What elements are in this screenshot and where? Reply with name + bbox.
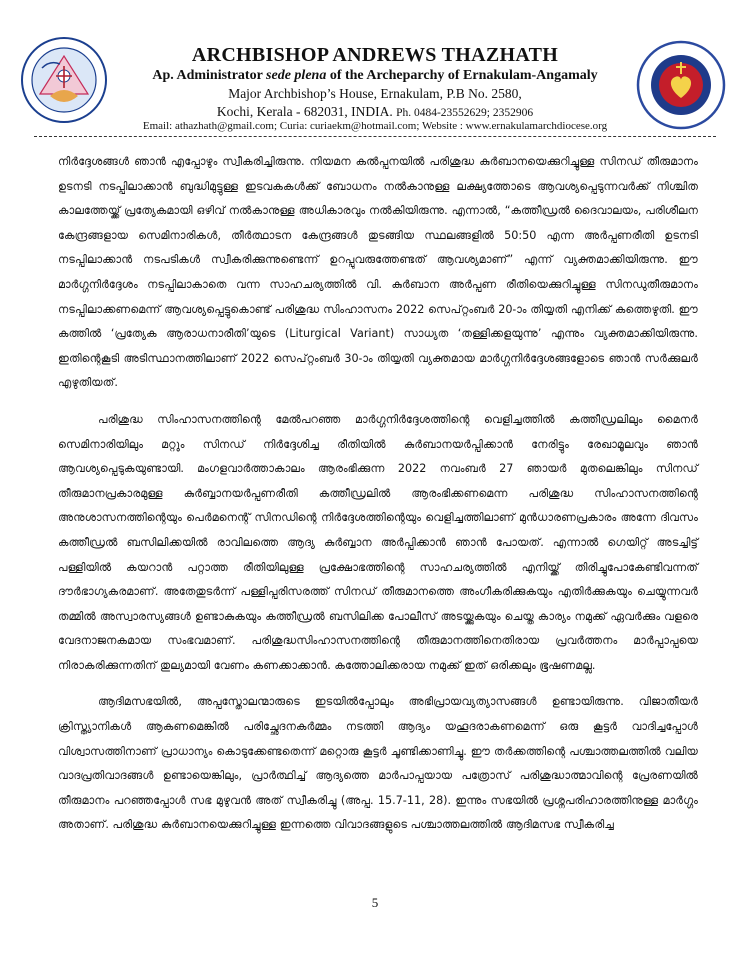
letterhead xyxy=(0,0,750,140)
address-line-1: Major Archbishop’s House, Ernakulam, P.B No. 2580, xyxy=(228,86,522,101)
archbishop-seal-icon xyxy=(20,36,108,124)
header-divider xyxy=(34,136,716,137)
page-number: 5 xyxy=(371,895,379,910)
letterhead-name: ARCHBISHOP ANDREWS THAZHATH xyxy=(191,44,559,66)
paragraph-1: നിർദ്ദേശങ്ങൾ ഞാൻ എപ്പോഴും സ്വീകരിച്ചിരുന്നു. നിയമന കൽപ്പനയിൽ പരിശുദ്ധ കുർബാനയെക്കുറിച്ചുള്ള സിനഡ് തീരുമാനം ഉടനടി നടപ്പിലാക്കാൻ ബുദ്ധിമുട്ടുള്ള ഇടവകകൾക്ക് ബോധനം നൽകാനുള്ള ലക്ഷ്യത്തോടെ ആവശ്യപ്പെടുന്നവർക്ക് നിശ്ചിത കാലത്തേയ്ക്ക് പ്രത്യേകമായി ഒഴിവ് നൽകാനുള്ള അധികാരവും നൽകിയിരുന്നു. എന്നാൽ, “കത്തീഡ്രൽ ദൈവാലയം, പരിശീലന കേന്ദ്രങ്ങളായ സെമിനാരികൾ, തീർത്ഥാടന കേന്ദ്രങ്ങൾ തുടങ്ങിയ സ്ഥലങ്ങളിൽ 50:50 എന്ന അർപ്പണരീതി ഉടനടി നടപ്പിലാക്കാൻ നടപടികൾ സ്വീകരിക്കുന്നുണ്ടെന്ന് ഉറപ്പുവരുത്തേണ്ടത് ആവശ്യമാണ്” എന്ന് വ്യക്തമാക്കിയിരുന്നു. ഈ മാർഗ്ഗനിർദ്ദേശം നടപ്പിലാകാതെ വന്ന സാഹചര്യത്തിൽ വി. കുർബാന അർപ്പണ രീതിയെക്കുറിച്ചുള്ള സിനഡുതീരുമാനം നടപ്പിലാക്കണമെന്ന് ആവശ്യപ്പെട്ടുകൊണ്ട് പരിശുദ്ധ സിംഹാസനം 2022 സെപ്റ്റംബർ 20-ാം തിയ്യതി എനിക്ക് കത്തെഴുതി. ഈ കത്തിൽ ‘പ്രത്യേക ആരാധനാരീതി’യുടെ (Liturgical Variant) സാധ്യത ‘തള്ളിക്കളയുന്നു’ എന്നും വ്യക്തമാക്കിയിരുന്നു. ഇതിന്റെകൂടി അടിസ്ഥാനത്തിലാണ് 2022 സെപ്റ്റംബർ 30-ാം തിയ്യതി വ്യക്തമായ മാർഗ്ഗനിർദ്ദേശങ്ങളോടെ ഞാൻ സർക്കുലർ എഴുതിയത്. xyxy=(58,155,698,390)
address-line-2: Kochi, Kerala - 682031, INDIA. Ph. 0484-23552629; 2352906 xyxy=(216,104,534,119)
paragraph-2: പരിശുദ്ധ സിംഹാസനത്തിന്റെ മേൽപറഞ്ഞ മാർഗ്ഗനിർദ്ദേശത്തിന്റെ വെളിച്ചത്തിൽ കത്തീഡ്രലിലും മൈനർ സെമിനാരിയിലും മറ്റും സിനഡ് നിർദ്ദേശിച്ച രീതിയിൽ കുർബാനയർപ്പിക്കാൻ നേരിട്ടും രേഖാമൂലവും ഞാൻ ആവശ്യപ്പെടുകയുണ്ടായി. മംഗളവാർത്താകാലം ആരംഭിക്കുന്ന 2022 നവംബർ 27 ഞായർ മുതലെങ്കിലും സിനഡ് തീരുമാനപ്രകാരമുള്ള കുർബ്ബാനയർപ്പണരീതി കത്തീഡ്രലിൽ ആരംഭിക്കണമെന്ന പരിശുദ്ധ സിംഹാസനത്തിന്റെ അനുശാസനത്തിന്റെയും പെർമനെന്റ് സിനഡിന്റെ നിർദ്ദേശത്തിന്റെയും വെളിച്ചത്തിലാണ് മുൻധാരണപ്രകാരം അന്നേ ദിവസം കത്തീഡ്രൽ ബസിലിക്കയിൽ രാവിലത്തെ ആദ്യ കുർബ്ബാന അർപ്പിക്കാൻ ഞാൻ പോയത്. എന്നാൽ ഗെയിറ്റ് അടച്ചിട്ട് പള്ളിയിൽ കയറാൻ പറ്റാത്ത രീതിയിലുള്ള പ്രക്ഷോഭത്തിന്റെ സാഹചര്യത്തിൽ എനിയ്ക്ക് തിരിച്ചുപോകേണ്ടിവന്നത് ദൗർഭാഗ്യകരമാണ്. അതേതുടർന്ന് പള്ളിപ്പരിസരത്ത് സിനഡ് തീരുമാനത്തെ അംഗീകരിക്കുകയും എതിർക്കുകയും ചെയ്യുന്നവർ തമ്മിൽ അസ്വാരസ്യങ്ങൾ ഉണ്ടാകുകയും കത്തീഡ്രൽ ബസിലിക്ക പോലീസ് അടയ്ക്കുകയും ചെയ്ത കാര്യം നമുക്ക് ഏവർക്കും വളരെ വേദനാജനകമായ സംഭവമാണ്. പരിശുദ്ധസിംഹാസനത്തിന്റെ തീരുമാനത്തിനെതിരായ പ്രവർത്തനം മാർപ്പാപ്പയെ നിരാകരിക്കുന്നതിന് തുല്യമായി വേണം കണക്കാക്കാൻ. കത്തോലിക്കരായ നമുക്ക് ഇത് ഒരിക്കലും ഭൂഷണമല്ല. xyxy=(58,412,698,672)
archdiocese-seal-icon xyxy=(636,40,726,130)
phone-numbers: Ph. 0484-23552629; 2352906 xyxy=(396,107,534,119)
letterhead-subtitle: Ap. Administrator sede plena of the Archeparchy of Ernakulam-Angamaly xyxy=(152,68,598,83)
contact-line: Email: athazhath@gmail.com; Curia: curiaekm@hotmail.com; Website : www.ernakulamarchdiocese.org xyxy=(142,120,608,132)
letter-body xyxy=(58,150,698,850)
paragraph-3: ആദിമസഭയിൽ, അപ്പസ്തോലന്മാരുടെ ഇടയിൽപ്പോലും അഭിപ്രായവ്യത്യാസങ്ങൾ ഉണ്ടായിരുന്നു. വിജാതീയർ ക്രിസ്ത്യാനികൾ ആകണമെങ്കിൽ പരിച്ഛേദനകർമ്മം നടത്തി ആദ്യം യഹൂദരാകണമെന്ന് ഒരു കൂട്ടർ വാദിച്ചപ്പോൾ വിശ്വാസത്തിനാണ് പ്രാധാന്യം കൊടുക്കേണ്ടതെന്ന് മറ്റൊരു കൂട്ടർ ചൂണ്ടിക്കാണിച്ചു. ഈ തർക്കത്തിന്റെ പശ്ചാത്തലത്തിൽ വലിയ വാദപ്രതിവാദങ്ങൾ ഉണ്ടായെങ്കിലും, പ്രാർത്ഥിച്ച് ആദ്യത്തെ മാർപാപ്പയായ പത്രോസ് പരിശുദ്ധാത്മാവിന്റെ പ്രേരണയിൽ തീരുമാനം പറഞ്ഞപ്പോൾ സഭ മുഴുവൻ അത് സ്വീകരിച്ചു (അപ്പ. 15.7-11, 28). ഇന്നും സഭയിൽ പ്രശ്നപരിഹാരത്തിനുള്ള മാർഗ്ഗം അതാണ്. പരിശുദ്ധ കുർബാനയെക്കുറിച്ചുള്ള ഇന്നത്തെ വിവാദങ്ങളുടെ പശ്ചാത്തലത്തിൽ ആദിമസഭ സ്വീകരിച്ച xyxy=(58,695,698,832)
